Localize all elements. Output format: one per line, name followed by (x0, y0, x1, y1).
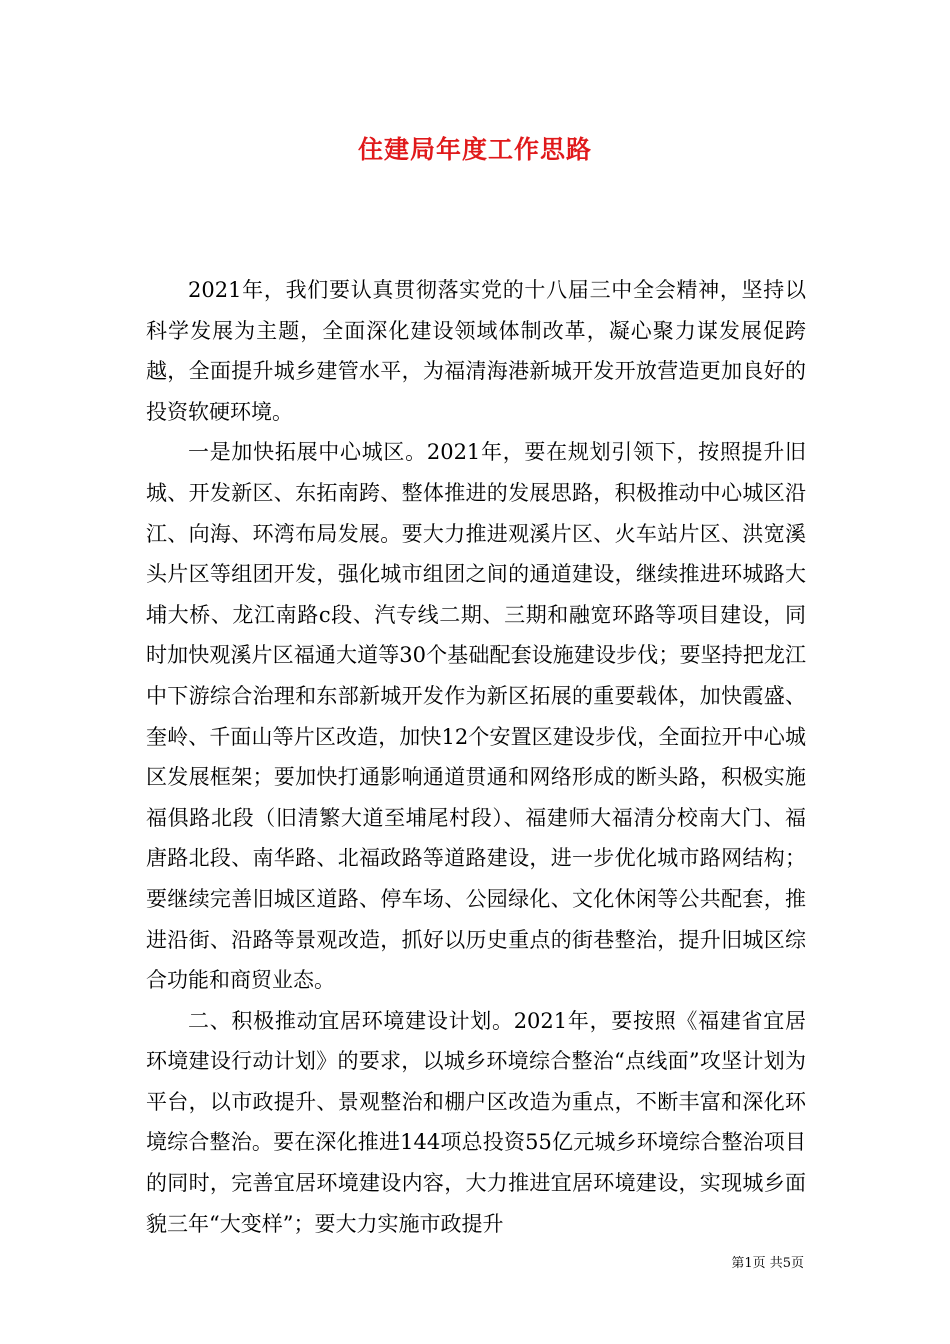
document-body (146, 270, 806, 1244)
paragraph-intro: 2021年，我们要认真贯彻落实党的十八届三中全会精神，坚持以科学发展为主题，全面深化建设领域体制改革，凝心聚力谋发展促跨越，全面提升城乡建管水平，为福清海港新城开发开放营造更加良好的投资软硬环境。 (146, 278, 806, 424)
document-title: 住建局年度工作思路 (357, 135, 592, 164)
paragraph-section-one: 一是加快拓展中心城区。2021年，要在规划引领下，按照提升旧城、开发新区、东拓南跨、整体推进的发展思路，积极推动中心城区沿江、向海、环湾布局发展。要大力推进观溪片区、火车站片区、洪宽溪头片区等组团开发，强化城市组团之间的通道建设，继续推进环城路大埔大桥、龙江南路c段、汽专线二期、三期和融宽环路等项目建设，同时加快观溪片区福通大道等30个基础配套设施建设步伐；要坚持把龙江中下游综合治理和东部新城开发作为新区拓展的重要载体，加快霞盛、奎岭、千面山等片区改造，加快12个安置区建设步伐，全面拉开中心城区发展框架；要加快打通影响通道贯通和网络形成的断头路，积极实施福俱路北段（旧清繁大道至埔尾村段）、福建师大福清分校南大门、福唐路北段、南华路、北福政路等道路建设，进一步优化城市路网结构；要继续完善旧城区道路、停车场、公园绿化、文化休闲等公共配套，推进沿街、沿路等景观改造，抓好以历史重点的街巷整治，提升旧城区综合功能和商贸业态。 (146, 440, 806, 993)
paragraph-section-two: 二、积极推动宜居环境建设计划。2021年，要按照《福建省宜居环境建设行动计划》的要求，以城乡环境综合整治“点线面”攻坚计划为平台，以市政提升、景观整治和棚户区改造为重点，不断丰富和深化环境综合整治。要在深化推进144项总投资55亿元城乡环境综合整治项目的同时，完善宜居环境建设内容，大力推进宜居环境建设，实现城乡面貌三年“大变样”；要大力实施市政提升 (146, 1008, 806, 1236)
page-number-footer: 第1页 共5页 (731, 1256, 804, 1271)
